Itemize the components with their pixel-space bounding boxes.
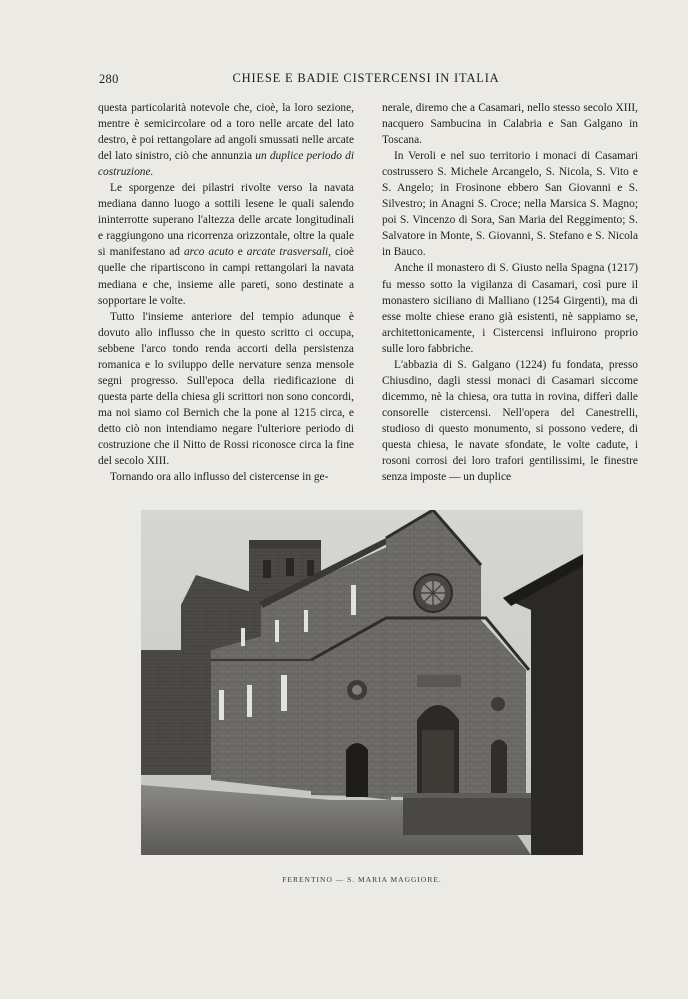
church-illustration: [141, 510, 583, 855]
right-column: [382, 100, 638, 485]
figure-caption: FERENTINO — S. MARIA MAGGIORE.: [282, 875, 442, 884]
left-paragraph-3: Tutto l'insieme anteriore del tempio adunque è dovuto allo influsso che in questo scritto ci occupa, sebbene l'arco tondo renda accorti della persistenza romanica e lo sviluppo delle nervature senza mensole segni progresso. Sull'epoca della riedificazione di questa parte della chiesa gli scrittori non sono concordi, ma noi siamo col Bernich che la pone al 1215 circa, e detto ciò non intendiamo negare l'ulteriore periodo di costruzione che il Nitto de Rossi riconosce circa la fine del secolo XIII.: [98, 310, 354, 468]
left-paragraph-1-text: questa particolarità notevole che, cioè, la loro sezione, mentre è semicircolare od a toro nelle arcate del lato destro, è poi rettangolare ad angoli smussati nelle arcate del lato sinistro, ciò che annunzia: [98, 102, 354, 163]
left-paragraph-2-text-b: e: [233, 246, 247, 259]
right-paragraph-4: L'abbazia di S. Galgano (1224) fu fondata, presso Chiusdino, dagli stessi monaci di Casamari siccome dicemmo, nè la chiesa, ora tutta in rovina, differì dalle consorelle cistercensi. Nell'opera del Canestrelli, studioso di questo monumento, si possono vedere, di questa chiesa, le navate sfondate, le volte cadute, i rosoni corrosi dei loro trafori gentilissimi, le finestre senza imposte — un duplice: [382, 358, 638, 484]
left-paragraph-2: [98, 180, 354, 308]
right-paragraph-3: Anche il monastero di S. Giusto nella Spagna (1217) fu messo sotto la vigilanza di Casamari, così pure il monastero siciliano di Malliano (1254 Girgenti), ma di esse molte chiese erano già esistenti, nè sappiamo se, architettonicamente, i Cistercensi influirono proprio sulle loro fabbriche.: [382, 262, 638, 355]
left-paragraph-2-text-c: , cioè quelle che ripartiscono in campi rettangolari la navata mediana e che, insieme alle pareti, sono destinate a sopportare le volte.: [98, 246, 354, 307]
left-paragraph-2-italic-a: arco acuto: [183, 246, 234, 259]
right-paragraph-2: In Veroli e nel suo territorio i monaci di Casamari costrussero S. Michele Arcangelo, S. Nicola, S. Vito e S. Angelo; in Frosinone ebbero San Giovanni e S. Silvestro; in Anagni S. Croce; nella Marsica S. Magno; poi S. Vincenzo di Sora, San Maria del Reggimento; S. Salvatore in Monte, S. Giovanni, S. Stefano e S. Nicola in Bauco.: [382, 150, 638, 259]
church-photograph: [141, 510, 583, 855]
left-paragraph-1-italic: un duplice periodo di costruzione.: [98, 150, 354, 179]
left-column: [98, 100, 354, 485]
left-paragraph-4: Tornando ora allo influsso del cistercense in ge-: [110, 471, 329, 484]
running-title: CHIESE E BADIE CISTERCENSI IN ITALIA: [232, 71, 500, 85]
page-number: 280: [99, 72, 119, 86]
left-paragraph-2-text-a: Le sporgenze dei pilastri rivolte verso la navata mediana danno luogo a sottili lesene le quali salendo ininterrotte superano l'altezza delle arcate longitudinali e raggiungono una ricorrenza orizzontale, oltre la quale si manifestano ad: [98, 182, 354, 259]
left-paragraph-1: [98, 100, 354, 180]
left-paragraph-2-italic-b: arcate trasversali: [246, 246, 329, 259]
right-paragraph-1: nerale, diremo che a Casamari, nello stesso secolo XIII, nacquero Sambucina in Calabria e San Galgano in Toscana.: [382, 102, 638, 147]
